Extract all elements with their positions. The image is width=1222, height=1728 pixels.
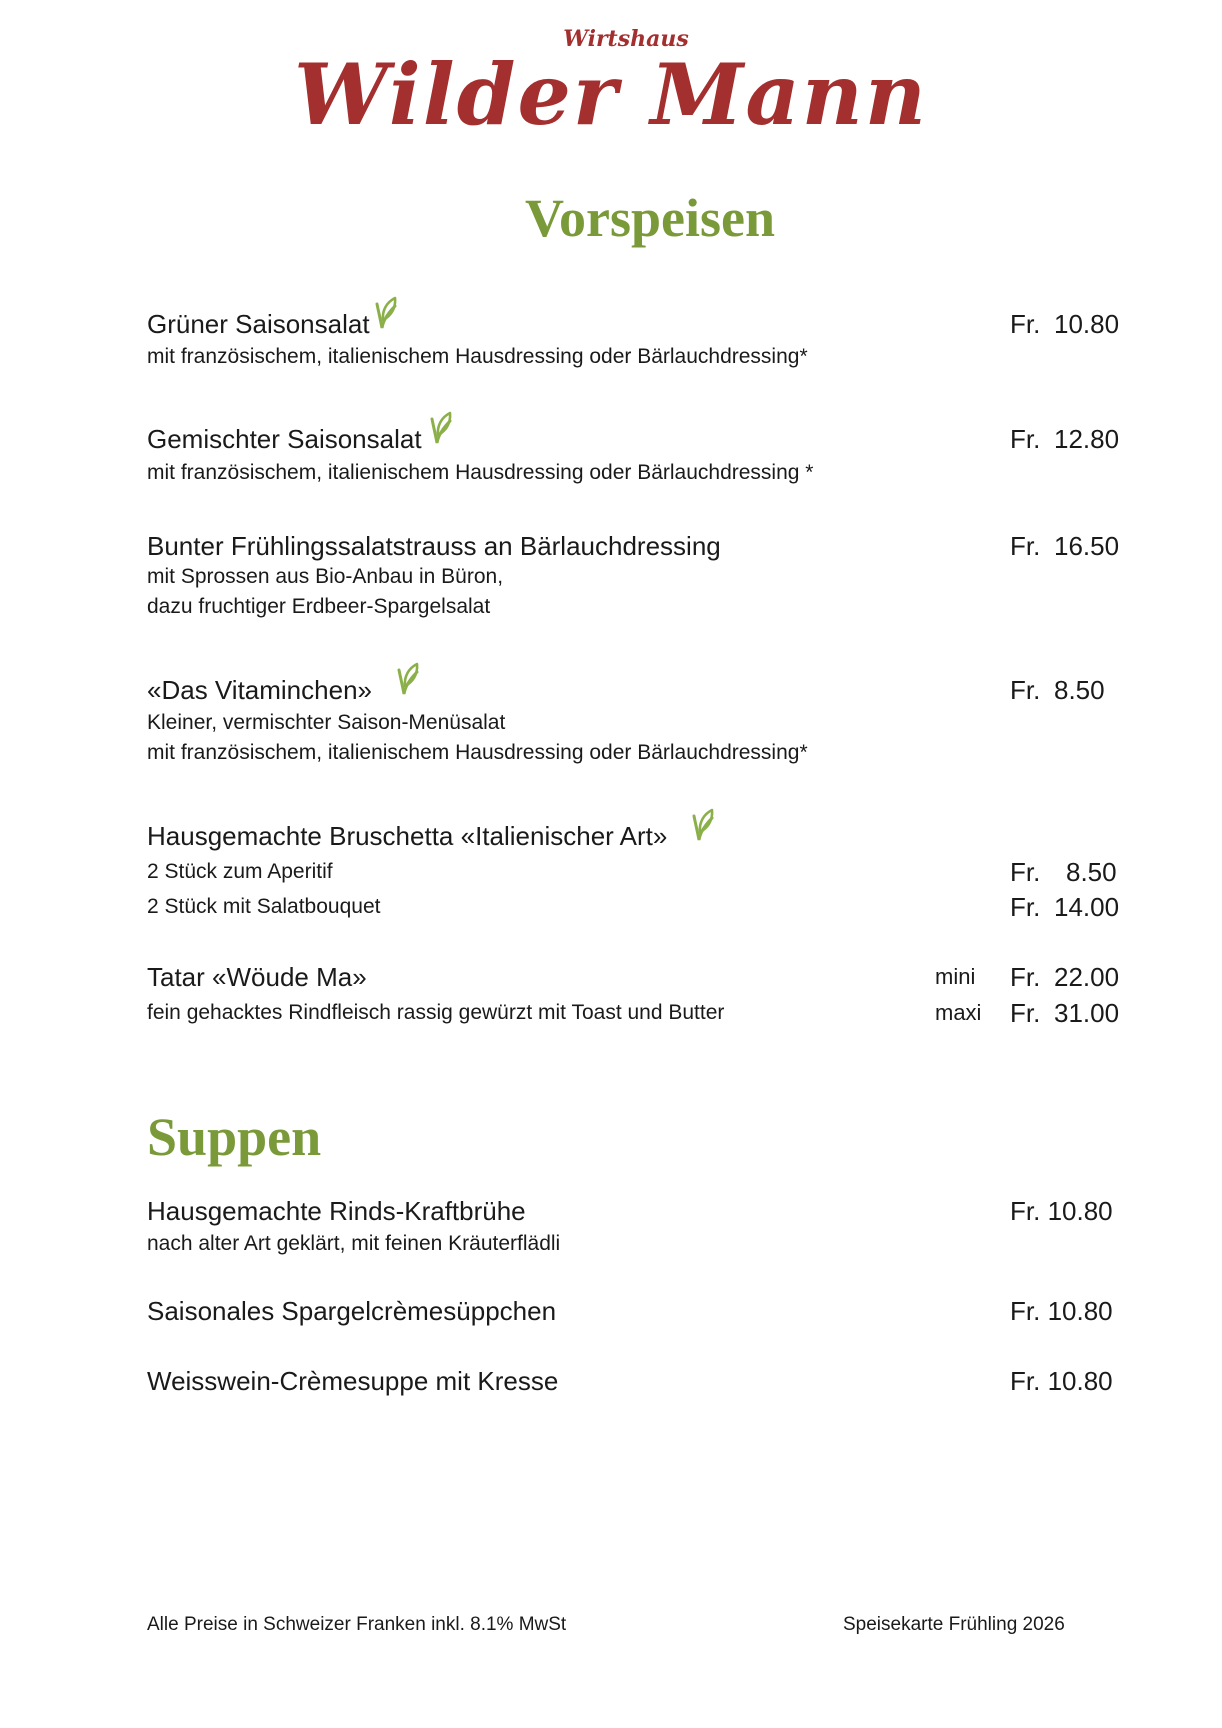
price-value: 31.00 — [1054, 998, 1120, 1028]
menu-item-name: «Das Vitaminchen» — [147, 675, 372, 705]
menu-option-label: 2 Stück mit Salatbouquet — [147, 895, 381, 918]
leaf-icon — [426, 411, 454, 447]
logo-top-line: Wirtshaus — [563, 26, 689, 52]
menu-item-price — [1010, 856, 1117, 888]
currency-label: Fr. — [1010, 309, 1041, 339]
currency-label: Fr. — [1010, 531, 1041, 561]
menu-item-price — [1010, 530, 1119, 562]
restaurant-logo — [0, 26, 1222, 144]
section-title-soups: Suppen — [147, 1107, 322, 1167]
price-value: 10.80 — [1047, 1196, 1113, 1226]
menu-item-name: Hausgemachte Bruschetta «Italienischer Art» — [147, 821, 668, 851]
price-value: 8.50 — [1054, 675, 1105, 705]
currency-label: Fr. — [1010, 1296, 1041, 1326]
footer-vat-note: Alle Preise in Schweizer Franken inkl. 8.1% MwSt — [147, 1614, 567, 1635]
menu-item-description: dazu fruchtiger Erdbeer-Spargelsalat — [147, 595, 491, 618]
menu-item-name: Saisonales Spargelcrèmesüppchen — [147, 1296, 557, 1326]
section-title-starters: Vorspeisen — [524, 188, 776, 248]
currency-label: Fr. — [1010, 892, 1041, 922]
currency-label: Fr. — [1010, 998, 1041, 1028]
menu-item-price — [1010, 1295, 1113, 1327]
leaf-icon — [393, 662, 421, 698]
size-label: mini — [935, 964, 976, 989]
price-value: 8.50 — [1066, 857, 1117, 887]
menu-item-name: Gemischter Saisonsalat — [147, 424, 422, 454]
currency-label: Fr. — [1010, 424, 1041, 454]
menu-item-description: Kleiner, vermischter Saison-Menüsalat — [147, 711, 506, 734]
currency-label: Fr. — [1010, 675, 1041, 705]
menu-item-price — [1010, 1195, 1113, 1227]
currency-label: Fr. — [1010, 857, 1041, 887]
menu-item-description: mit französischem, italienischem Hausdressing oder Bärlauchdressing * — [147, 461, 814, 484]
footer-menu-edition: Speisekarte Frühling 2026 — [843, 1614, 1065, 1635]
menu-item-name: Tatar «Wöude Ma» — [147, 962, 367, 992]
menu-item-name: Hausgemachte Rinds-Kraftbrühe — [147, 1196, 526, 1226]
menu-item-name: Grüner Saisonsalat — [147, 309, 370, 339]
currency-label: Fr. — [1010, 962, 1041, 992]
menu-item-description: mit französischem, italienischem Hausdressing oder Bärlauchdressing* — [147, 345, 808, 368]
price-value: 10.80 — [1047, 1296, 1113, 1326]
menu-option-label: 2 Stück zum Aperitif — [147, 860, 333, 883]
price-value: 10.80 — [1047, 1366, 1113, 1396]
leaf-icon — [688, 808, 716, 844]
price-value: 22.00 — [1054, 962, 1120, 992]
price-value: 12.80 — [1054, 424, 1120, 454]
menu-item-price — [1010, 423, 1119, 455]
menu-item-name: Weisswein-Crèmesuppe mit Kresse — [147, 1366, 559, 1396]
leaf-icon — [371, 296, 399, 332]
menu-item-description: mit französischem, italienischem Hausdressing oder Bärlauchdressing* — [147, 741, 808, 764]
currency-label: Fr. — [1010, 1366, 1041, 1396]
menu-item-name: Bunter Frühlingssalatstrauss an Bärlauchdressing — [147, 531, 721, 561]
price-value: 16.50 — [1054, 531, 1120, 561]
logo-main-text: Wilder Mann — [294, 45, 928, 144]
menu-item-description: nach alter Art geklärt, mit feinen Kräuterflädli — [147, 1232, 561, 1255]
currency-label: Fr. — [1010, 1196, 1041, 1226]
menu-item-description: mit Sprossen aus Bio-Anbau in Büron, — [147, 565, 504, 588]
price-value: 14.00 — [1054, 892, 1120, 922]
size-label: maxi — [935, 1000, 982, 1025]
menu-item-price — [1010, 961, 1119, 993]
menu-item-price — [1010, 997, 1119, 1029]
menu-item-price — [1010, 1365, 1113, 1397]
menu-item-price — [1010, 674, 1105, 706]
menu-item-description: fein gehacktes Rindfleisch rassig gewürzt mit Toast und Butter — [147, 1001, 725, 1024]
menu-item-price — [1010, 308, 1119, 340]
menu-item-price — [1010, 891, 1119, 923]
price-value: 10.80 — [1054, 309, 1120, 339]
